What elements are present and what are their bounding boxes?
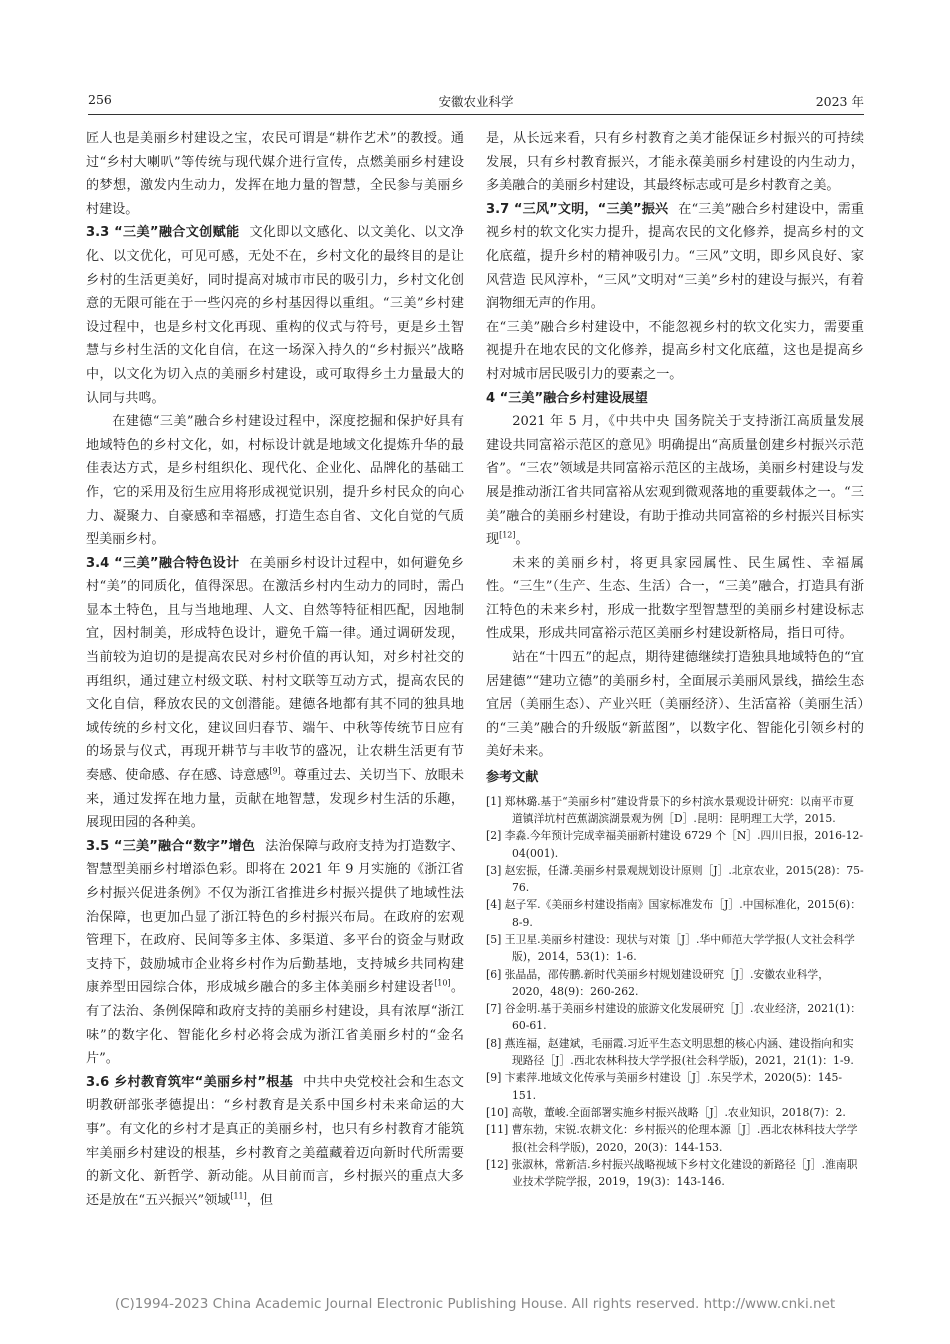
section-heading: 3.6 乡村教育筑牢“美丽乡村”根基 xyxy=(86,1074,294,1090)
section-heading: 3.3 “三美”融合文创赋能 xyxy=(86,225,240,241)
reference-item: [12] 张淑林，常新洁.乡村振兴战略视域下乡村文化建设的新路径［J］.淮南职业技术学院学报，2019，19(3)：143-146. xyxy=(486,1157,858,1189)
left-column xyxy=(86,127,464,1212)
section-heading: 3.5 “三美”融合“数字”增色 xyxy=(86,838,256,854)
paragraph-text: 匠人也是美丽乡村建设之宝，农民可谓是“耕作艺术”的教授。通过“乡村大喇叭”等传统与现代媒介进行宣传，点燃美丽乡村建设的梦想，激发内生动力，发挥在地力量的智慧，全民参与美丽乡村建设。 xyxy=(86,131,464,217)
journal-year: 2023 年 xyxy=(815,94,864,109)
citation-mark: [11] xyxy=(230,1191,247,1201)
section-paragraph xyxy=(86,552,464,835)
body-paragraph xyxy=(486,127,864,198)
reference-item: [7] 谷金明.基于美丽乡村建设的旅游文化发展研究［J］.农业经济，2021(1)：60-61. xyxy=(486,1002,861,1033)
journal-name: 安徽农业科学 xyxy=(438,94,514,109)
references-title: 参考文献 xyxy=(486,770,539,786)
section-heading: 3.7 “三风”文明，“三美”振兴 xyxy=(486,201,669,217)
paragraph-text: 站在“十四五”的起点，期待建德继续打造独具地域特色的“宜居建德”“建功立德”的美丽乡村，全面展示美丽风景线，描绘生态宜居（美丽生态）、产业兴旺（美丽经济）、生活富裕（美丽生活）的“三美”融合的升级版“新蓝图”，以数字化、智能化引领乡村的美好未来。 xyxy=(486,650,864,760)
references-list xyxy=(486,793,864,1191)
page-header xyxy=(88,92,864,115)
citation-mark: [10] xyxy=(434,979,451,989)
paragraph-text: 未来的美丽乡村，将更具家园属性、民生属性、幸福属性。“三生”（生产、生态、生活）合一，“三美”融合，打造具有浙江特色的未来乡村，形成一批数字型智慧型的美丽乡村建设标志性成果，形成共同富裕示范区美丽乡村建设新格局，指日可待。 xyxy=(486,555,864,642)
paragraph-text: 2021 年 5 月，《中共中央 国务院关于支持浙江高质量发展建设共同富裕示范区的意见》明确提出“高质量创建乡村振兴示范省”。“三农”领域是共同富裕示范区的主战场，美丽乡村建设与发展是推动浙江省共同富裕从宏观到微观落地的重要载体之一。“三美”融合的美丽乡村建设，有助于推动共同富裕的乡村振兴目标实现 xyxy=(486,414,864,548)
reference-item: [4] 赵子军.《美丽乡村建设指南》国家标准发布［J］.中国标准化，2015(6)：8-9. xyxy=(486,898,861,929)
right-column xyxy=(486,127,864,1190)
paragraph-text: 中共中央党校社会和生态文明教研部张孝德提出：“乡村教育是关系中国乡村未来命运的大事”。有文化的乡村才是真正的美丽乡村，也只有乡村教育才能筑牢美丽乡村建设的根基，乡村教育之美蕴藏着迈向新时代所需要的新文化、新哲学、新动能。从目前而言，乡村振兴的重点大多还是放在“五兴振兴”领域 xyxy=(86,1074,464,1208)
citation-mark: [12] xyxy=(499,530,516,540)
reference-item: [3] 赵宏振，任潇.美丽乡村景观规划设计原则［J］.北京农业，2015(28)：75-76. xyxy=(486,863,864,895)
copyright-footer: (C)1994-2023 China Academic Journal Electronic Publishing House. All rights reserved. http://www.cnki.net xyxy=(114,1296,836,1312)
paragraph-text: 在“三美”融合乡村建设中，需重视乡村的软文化实力提升，提高农民的文化修养，提高乡村的文化底蕴，提升乡村的精神吸引力。“三风”文明，即乡风良好、家风营造 民风淳朴，“三风”文明对“三美”乡村的建设与振兴，有着润物细无声的作用。 xyxy=(486,201,864,312)
section-paragraph xyxy=(486,198,864,316)
reference-item: [5] 王卫星.美丽乡村建设：现状与对策［J］.华中师范大学学报(人文社会科学版)，2014，53(1)：1-6. xyxy=(486,933,855,964)
reference-item: [6] 张晶晶，邵传鹏.新时代美丽乡村规划建设研究［J］.安徽农业科学，2020，48(9)：260-262. xyxy=(486,967,830,998)
section-paragraph xyxy=(86,221,464,410)
page-number: 256 xyxy=(88,92,112,107)
paragraph-text-tail: ，但 xyxy=(246,1192,273,1208)
section-paragraph xyxy=(86,1071,464,1213)
paragraph-text: 是，从长远来看，只有乡村教育之美才能保证乡村振兴的可持续发展，只有乡村教育振兴，才能永葆美丽乡村建设的内生动力，多美融合的美丽乡村建设，其最终标志或可是乡村教育之美。 xyxy=(486,131,864,194)
reference-item: [9] 卞素萍.地域文化传承与美丽乡村建设［J］.东吴学术，2020(5)：145-151. xyxy=(486,1071,843,1102)
paragraph-text: 在美丽乡村设计过程中，如何避免乡村“美”的同质化，值得深思。在激活乡村内生动力的同时，需凸显本土特色，且与当地地理、人文、自然等特征相匹配，因地制宜，因村制美，形成特色设计，避免千篇一律。通过调研发现，当前较为迫切的是提高农民对乡村价值的再认知，对乡村社交的再组织，通过建立村级文联、村村文联等互动方式，提高农民的文化自信，释放农民的文创潜能。建德各地都有其不同的独具地域传统的乡村文化，建议回归春节、端午、中秋等传统节日应有的场景与仪式，再现开耕节与丰收节的盛况，让农耕生活更有节奏感、使命感、存在感、诗意感 xyxy=(86,555,465,784)
body-paragraph xyxy=(86,410,464,552)
paragraph-text-tail: 。尊重过去、关切当下、放眼未来，通过发挥在地力量，贡献在地智慧，发现乡村生活的乐趣，展现田园的各种美。 xyxy=(86,768,464,831)
section-heading: 3.4 “三美”融合特色设计 xyxy=(86,555,240,571)
body-paragraph xyxy=(486,646,864,764)
paragraph-text: 文化即以文感化、以文美化、以文净化、以文优化，可见可感，无处不在，乡村文化的最终目的是让乡村的生活更美好，同时提高对城市市民的吸引力，乡村文化创意的无限可能在于一些闪亮的乡村基因得以重组。“三美”乡村建设过程中，也是乡村文化再现、重构的仪式与符号，更是乡土智慧与乡村生活的文化自信，在这一场深入持久的“乡村振兴”战略中，以文化为切入点的美丽乡村建设，或可取得乡土力量最大的认同与共鸣。 xyxy=(86,225,465,406)
paragraph-text-tail: 。 xyxy=(515,532,529,548)
reference-item: [11] 曹东勃，宋锐.农耕文化：乡村振兴的伦理本源［J］.西北农林科技大学学报(社会科学版)，2020，20(3)：144-153. xyxy=(486,1123,858,1154)
reference-item: [10] 高敬，董峻.全面部署实施乡村振兴战略［J］.农业知识，2018(7)：2. xyxy=(486,1105,846,1119)
section-heading: 4 “三美”融合乡村建设展望 xyxy=(486,390,648,406)
reference-item: [1] 郑林璐.基于“美丽乡村”建设背景下的乡村滨水景观设计研究：以南平市夏道镇洋坑村芭蕉湖滨湖景观为例［D］.昆明：昆明理工大学，2015. xyxy=(486,794,854,825)
body-paragraph xyxy=(486,552,864,646)
citation-mark: [9] xyxy=(269,766,281,776)
paragraph-text-tail: 。有了法治、条例保障和政府支持的美丽乡村建设，具有浓厚“浙江味”的数字化、智能化乡村必将会成为浙江省美丽乡村的“金名片”。 xyxy=(86,980,465,1067)
paragraph-text: 在建德“三美”融合乡村建设过程中，深度挖掘和保护好具有地域特色的乡村文化，如，村标设计就是地域文化提炼升华的最佳表达方式，是乡村组织化、现代化、企业化、品牌化的基础工作，它的采用及衍生应用将形成视觉识别，提升乡村民众的向心力、凝聚力、自豪感和幸福感，打造生态自省、文化自觉的气质型美丽乡村。 xyxy=(86,414,464,548)
reference-item: [8] 燕连福，赵建斌，毛丽霞.习近平生态文明思想的核心内涵、建设指向和实现路径［J］.西北农林科技大学学报(社会科学版)，2021，21(1)：1-9. xyxy=(486,1036,854,1068)
body-paragraph xyxy=(486,410,864,552)
section-paragraph xyxy=(86,835,464,1071)
paragraph-text: 法治保障与政府支持为打造数字、智慧型美丽乡村增添色彩。即将在 2021 年 9 月实施的《浙江省乡村振兴促进条例》不仅为浙江省推进乡村振兴提供了地域性法治保障，也更加凸显了浙江特色的乡村振兴布局。在政府的宏观管理下，在政府、民间等多主体、多渠道、多平台的资金与财政支持下，鼓励城市企业将乡村作为后勤基地，支持城乡共同构建康养型田园综合体，形成城乡融合的多主体美丽乡村建设者 xyxy=(86,838,464,996)
reference-item: [2] 李淼.今年预计完成幸福美丽新村建设 6729 个［N］.四川日报，2016-12-04(001). xyxy=(486,829,864,860)
body-paragraph xyxy=(486,316,864,387)
body-paragraph xyxy=(86,127,464,221)
paragraph-text: 在“三美”融合乡村建设中，不能忽视乡村的软文化实力，需要重视提升在地农民的文化修养，提高乡村文化底蕴，这也是提高乡村对城市居民吸引力的要素之一。 xyxy=(486,319,864,382)
